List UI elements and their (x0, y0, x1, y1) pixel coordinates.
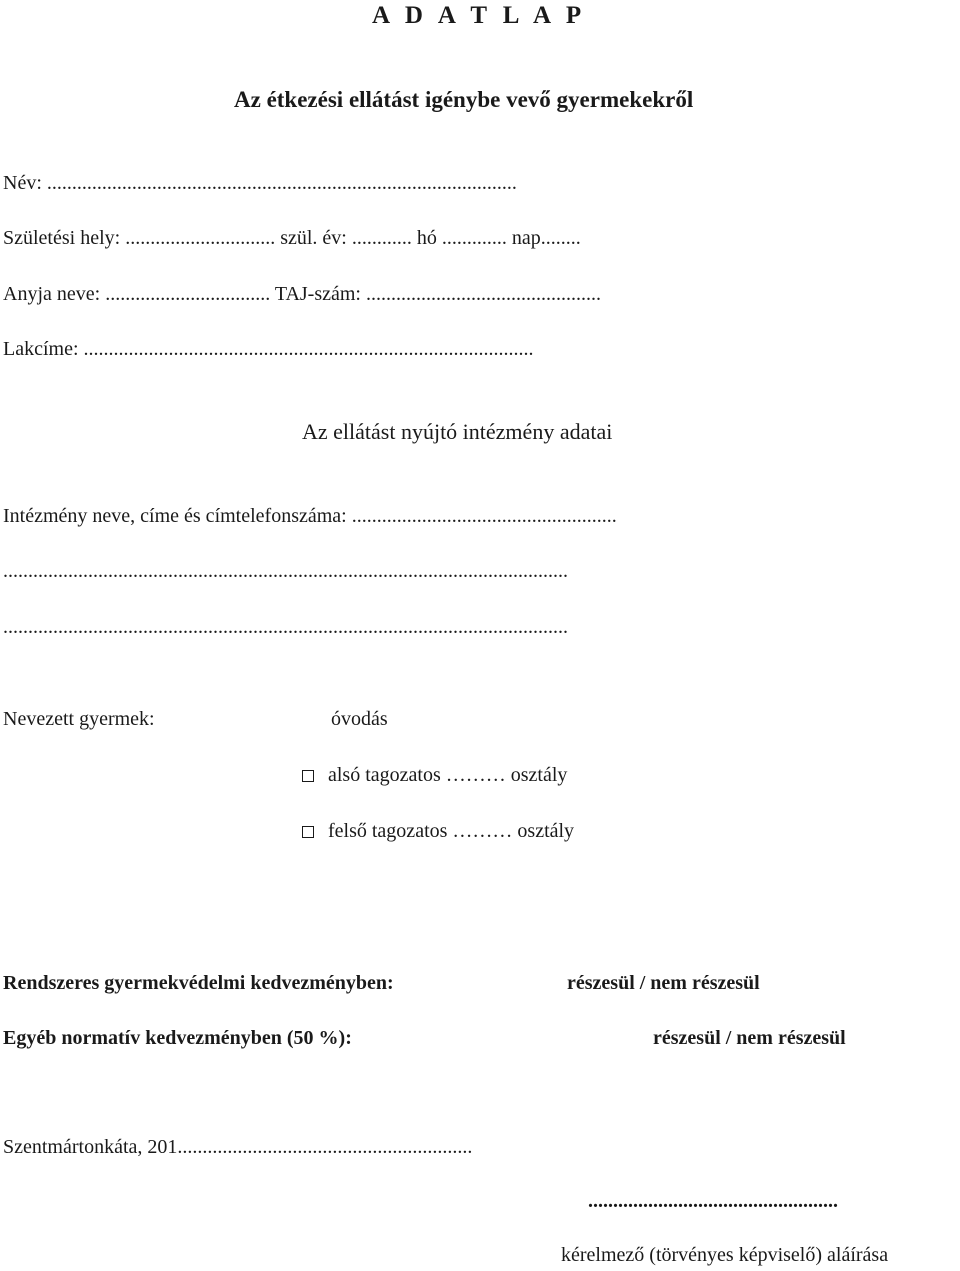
address-field-line[interactable]: Lakcíme: .......................................................................................... (3, 338, 534, 360)
document-title: A D A T L A P (372, 2, 587, 29)
institution-field-line[interactable]: Intézmény neve, címe és címtelefonszáma: ..................................................... (3, 505, 617, 527)
signature-label: kérelmező (törvényes képviselő) aláírása (561, 1244, 889, 1266)
upper-grade-label: felső tagozatos ……… osztály (328, 820, 575, 842)
institution-continuation-line-2[interactable]: ................................................................................................................. (3, 616, 568, 638)
regular-benefit-label: Rendszeres gyermekvédelmi kedvezményben: (3, 972, 394, 994)
institution-heading: Az ellátást nyújtó intézmény adatai (302, 419, 613, 444)
regular-benefit-choice[interactable]: részesül / nem részesül (567, 972, 760, 994)
kindergarten-option: óvodás (331, 708, 388, 730)
child-status-label: Nevezett gyermek: (3, 708, 155, 730)
signature-line[interactable]: .................................................. (588, 1190, 838, 1212)
lower-grade-label: alsó tagozatos ……… osztály (328, 764, 568, 786)
name-field-line[interactable]: Név: .............................................................................................. (3, 172, 517, 194)
lower-grade-checkbox[interactable] (302, 770, 314, 782)
birth-data-line[interactable]: Születési hely: .............................. szül. év: ............ hó ............. nap........ (3, 227, 581, 249)
mother-taj-line[interactable]: Anyja neve: ................................. TAJ-szám: ............................................... (3, 283, 601, 305)
place-date-line[interactable]: Szentmártonkáta, 201........................................................... (3, 1136, 473, 1158)
other-benefit-choice[interactable]: részesül / nem részesül (653, 1027, 846, 1049)
upper-grade-checkbox[interactable] (302, 826, 314, 838)
other-benefit-label: Egyéb normatív kedvezményben (50 %): (3, 1027, 352, 1049)
institution-continuation-line-1[interactable]: ................................................................................................................. (3, 560, 568, 582)
document-subtitle: Az étkezési ellátást igénybe vevő gyermekekről (234, 87, 694, 112)
